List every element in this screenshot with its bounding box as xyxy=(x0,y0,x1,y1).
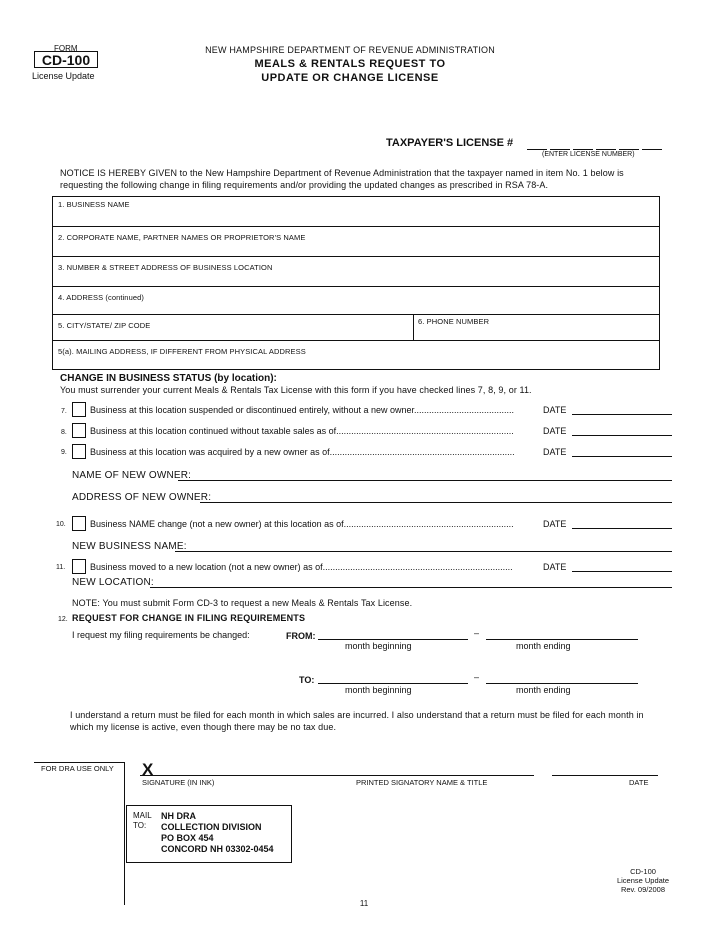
item8-number: 8. xyxy=(61,429,67,436)
city-state-zip-field[interactable] xyxy=(52,314,414,341)
form-number: CD-100 xyxy=(41,52,91,68)
business-name-label: 1. BUSINESS NAME xyxy=(58,200,130,209)
mail-address-line2: COLLECTION DIVISION xyxy=(161,822,262,832)
item8-text xyxy=(90,426,514,436)
to-dash: – xyxy=(474,672,480,682)
new-owner-name-input[interactable] xyxy=(178,480,672,481)
item11-number: 11. xyxy=(56,564,66,571)
item11-label: Business moved to a new location (not a new owner) as of xyxy=(90,562,323,572)
item10-date-input[interactable] xyxy=(572,528,672,529)
item9-date-label: DATE xyxy=(543,447,567,457)
mail-to-box xyxy=(126,805,292,863)
item7-date-input[interactable] xyxy=(572,414,672,415)
street-address-field[interactable] xyxy=(52,256,660,287)
from-month-ending-label: month ending xyxy=(516,641,571,651)
item7-date-label: DATE xyxy=(543,405,567,415)
to-month-beginning-label: month beginning xyxy=(345,685,412,695)
item11-date-input[interactable] xyxy=(572,571,672,572)
mailing-address-field[interactable] xyxy=(52,340,660,370)
footer-form-subtitle: License Update xyxy=(616,876,670,885)
footer-form-info xyxy=(600,867,686,894)
license-number-hint: (ENTER LICENSE NUMBER) xyxy=(542,151,635,158)
status-heading: CHANGE IN BUSINESS STATUS (by location): xyxy=(60,373,277,384)
notice-line2: requesting the following change in filing requirements and/or providing the updated changes as prescribed in RSA 78-A. xyxy=(60,180,549,190)
form-title-line1: MEALS & RENTALS REQUEST TO xyxy=(254,58,446,70)
from-month-beginning-input[interactable] xyxy=(318,639,468,640)
item10-number: 10. xyxy=(56,521,66,528)
corporate-name-field[interactable] xyxy=(52,226,660,257)
form-subtitle: License Update xyxy=(32,71,95,81)
status-instruction: You must surrender your current Meals & Rentals Tax License with this form if you have checked lines 7, 8, 9, or 11. xyxy=(60,385,532,395)
item9-checkbox[interactable] xyxy=(72,444,86,459)
corporate-name-label: 2. CORPORATE NAME, PARTNER NAMES OR PROPRIETOR'S NAME xyxy=(58,233,306,242)
to-label: TO: xyxy=(299,675,315,685)
from-dash: – xyxy=(474,628,480,638)
printed-name-label: PRINTED SIGNATORY NAME & TITLE xyxy=(356,778,488,787)
new-business-name-label: NEW BUSINESS NAME: xyxy=(72,541,187,552)
taxpayer-license-label xyxy=(386,137,513,149)
license-number-input[interactable] xyxy=(524,137,662,149)
address-continued-label: 4. ADDRESS (continued) xyxy=(58,293,144,302)
new-owner-name-label: NAME OF NEW OWNER: xyxy=(72,470,192,481)
item11-text xyxy=(90,562,513,572)
phone-number-field[interactable] xyxy=(413,314,660,341)
street-address-label: 3. NUMBER & STREET ADDRESS OF BUSINESS LOCATION xyxy=(58,263,273,272)
new-location-label: NEW LOCATION: xyxy=(72,577,154,588)
department-name: NEW HAMPSHIRE DEPARTMENT OF REVENUE ADMINISTRATION xyxy=(205,45,495,55)
item9-date-input[interactable] xyxy=(572,456,672,457)
form-number-box xyxy=(34,51,98,68)
item7-checkbox[interactable] xyxy=(72,402,86,417)
new-location-input[interactable] xyxy=(150,587,672,588)
new-owner-address-label: ADDRESS OF NEW OWNER: xyxy=(72,492,212,503)
form-title-line2: UPDATE OR CHANGE LICENSE xyxy=(261,72,439,84)
notice-line1: NOTICE IS HEREBY GIVEN to the New Hampshire Department of Revenue Administration that the taxpayer named in item No. 1 below is xyxy=(60,168,624,178)
signature-x-mark: X xyxy=(142,760,154,779)
to-month-beginning-input[interactable] xyxy=(318,683,468,684)
page-number: 11 xyxy=(359,899,369,908)
signature-date-input[interactable] xyxy=(552,775,658,776)
to-month-ending-input[interactable] xyxy=(486,683,638,684)
item8-date-label: DATE xyxy=(543,426,567,436)
mailing-address-label: 5(a). MAILING ADDRESS, IF DIFFERENT FROM PHYSICAL ADDRESS xyxy=(58,347,306,356)
signature-label: SIGNATURE (IN INK) xyxy=(142,778,215,787)
new-owner-address-input[interactable] xyxy=(200,502,672,503)
form-label: FORM xyxy=(54,44,78,53)
signature-date-label: DATE xyxy=(629,778,649,787)
filing-number: 12. xyxy=(58,616,68,623)
dra-use-divider xyxy=(34,762,124,763)
item8-checkbox[interactable] xyxy=(72,423,86,438)
item10-leader: .................................................................... xyxy=(343,519,514,529)
mail-to-label: TO: xyxy=(133,821,147,830)
item8-date-input[interactable] xyxy=(572,435,672,436)
business-name-field[interactable] xyxy=(52,196,660,227)
item9-number: 9. xyxy=(61,449,67,456)
filing-request-text: I request my filing requirements be changed: xyxy=(72,630,250,640)
phone-number-label: 6. PHONE NUMBER xyxy=(418,317,490,326)
dra-use-vertical-divider xyxy=(124,762,125,905)
dra-use-label: FOR DRA USE ONLY xyxy=(41,764,114,773)
from-month-beginning-label: month beginning xyxy=(345,641,412,651)
from-label: FROM: xyxy=(286,631,316,641)
from-month-ending-input[interactable] xyxy=(486,639,638,640)
filing-heading: REQUEST FOR CHANGE IN FILING REQUIREMENTS xyxy=(72,613,306,623)
item8-label: Business at this location continued without taxable sales as of xyxy=(90,426,337,436)
signature-input[interactable] xyxy=(140,775,392,776)
mail-address-line1: NH DRA xyxy=(161,811,196,821)
footer-revision: Rev. 09/2008 xyxy=(620,885,666,894)
new-business-name-input[interactable] xyxy=(175,551,672,552)
taxpayer-license-text: TAXPAYER'S LICENSE # xyxy=(386,137,514,149)
item7-leader: ........................................ xyxy=(414,405,515,415)
item11-checkbox[interactable] xyxy=(72,559,86,574)
item9-label: Business at this location was acquired by a new owner as of xyxy=(90,447,330,457)
understand-line1: I understand a return must be filed for each month in which sales are incurred. I also understand that a return must be filed for each month in xyxy=(70,710,644,720)
item7-number: 7. xyxy=(61,408,67,415)
item8-leader: ....................................................................... xyxy=(336,426,514,436)
item7-text xyxy=(90,405,514,415)
mail-address-line4: CONCORD NH 03302-0454 xyxy=(161,844,274,854)
item11-leader: ............................................................................ xyxy=(322,562,513,572)
item10-date-label: DATE xyxy=(543,519,567,529)
item10-text xyxy=(90,519,514,529)
item9-leader: .......................................................................... xyxy=(329,447,515,457)
mail-address-line3: PO BOX 454 xyxy=(161,833,214,843)
understand-line2: which my license is active, even though there may be no tax due. xyxy=(70,722,337,732)
to-month-ending-label: month ending xyxy=(516,685,571,695)
item10-label: Business NAME change (not a new owner) at this location as of xyxy=(90,519,344,529)
address-continued-field[interactable] xyxy=(52,286,660,315)
item11-date-label: DATE xyxy=(543,562,567,572)
city-state-zip-label: 5. CITY/STATE/ ZIP CODE xyxy=(58,321,151,330)
footer-form-number: CD-100 xyxy=(630,867,656,876)
item7-label: Business at this location suspended or discontinued entirely, without a new owner xyxy=(90,405,415,415)
printed-name-input[interactable] xyxy=(356,775,534,776)
item10-checkbox[interactable] xyxy=(72,516,86,531)
item9-text xyxy=(90,447,515,457)
cd3-note: NOTE: You must submit Form CD-3 to request a new Meals & Rentals Tax License. xyxy=(72,598,413,608)
mail-label: MAIL xyxy=(133,811,152,820)
